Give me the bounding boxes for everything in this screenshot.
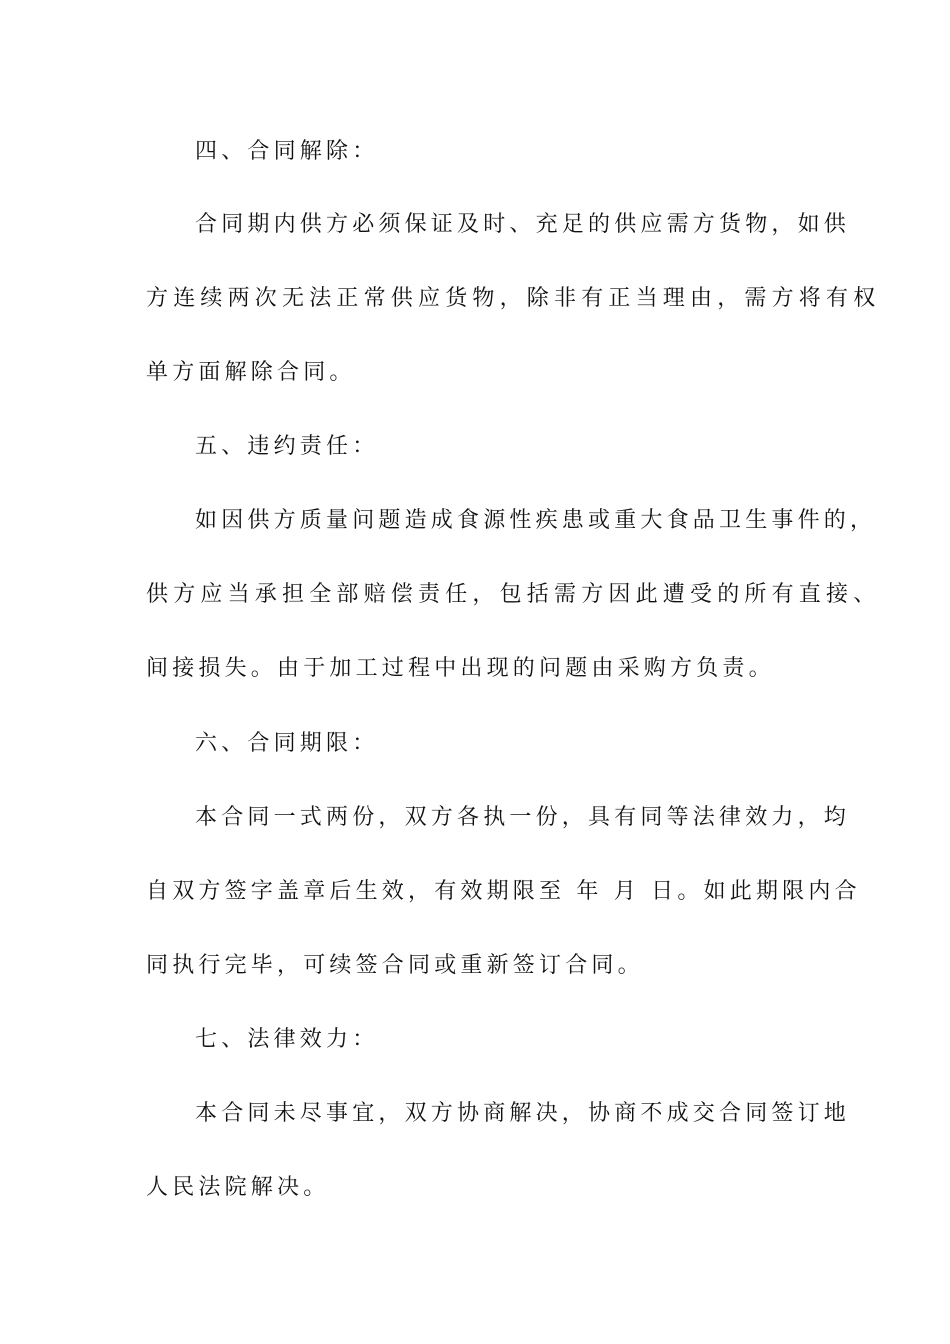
paragraph-line: 自双方签字盖章后生效，有效期限至 年 月 日。如此期限内合 (146, 879, 861, 904)
paragraph-line: 合同期内供方必须保证及时、充足的供应需方货物，如供 (195, 212, 851, 237)
paragraph-line: 供方应当承担全部赔偿责任，包括需方因此遭受的所有直接、 (146, 582, 881, 607)
paragraph-line: 人民法院解决。 (146, 1175, 330, 1200)
paragraph-line: 同执行完毕，可续签合同或重新签订合同。 (146, 953, 644, 978)
paragraph-line: 单方面解除合同。 (146, 360, 356, 385)
paragraph-line: 如因供方质量问题造成食源性疾患或重大食品卫生事件的， (195, 508, 877, 533)
paragraph-line: 间接损失。由于加工过程中出现的问题由采购方负责。 (146, 656, 775, 681)
section-heading-legal-effect: 七、法律效力： (195, 1027, 379, 1052)
paragraph-line: 本合同未尽事宜，双方协商解决，协商不成交合同签订地 (195, 1101, 851, 1126)
section-heading-term: 六、合同期限： (195, 731, 379, 756)
section-heading-termination: 四、合同解除： (195, 139, 379, 164)
paragraph-line: 本合同一式两份，双方各执一份，具有同等法律效力，均 (195, 805, 851, 830)
paragraph-line: 方连续两次无法正常供应货物，除非有正当理由，需方将有权 (146, 286, 881, 311)
section-heading-liability: 五、违约责任： (195, 434, 379, 459)
